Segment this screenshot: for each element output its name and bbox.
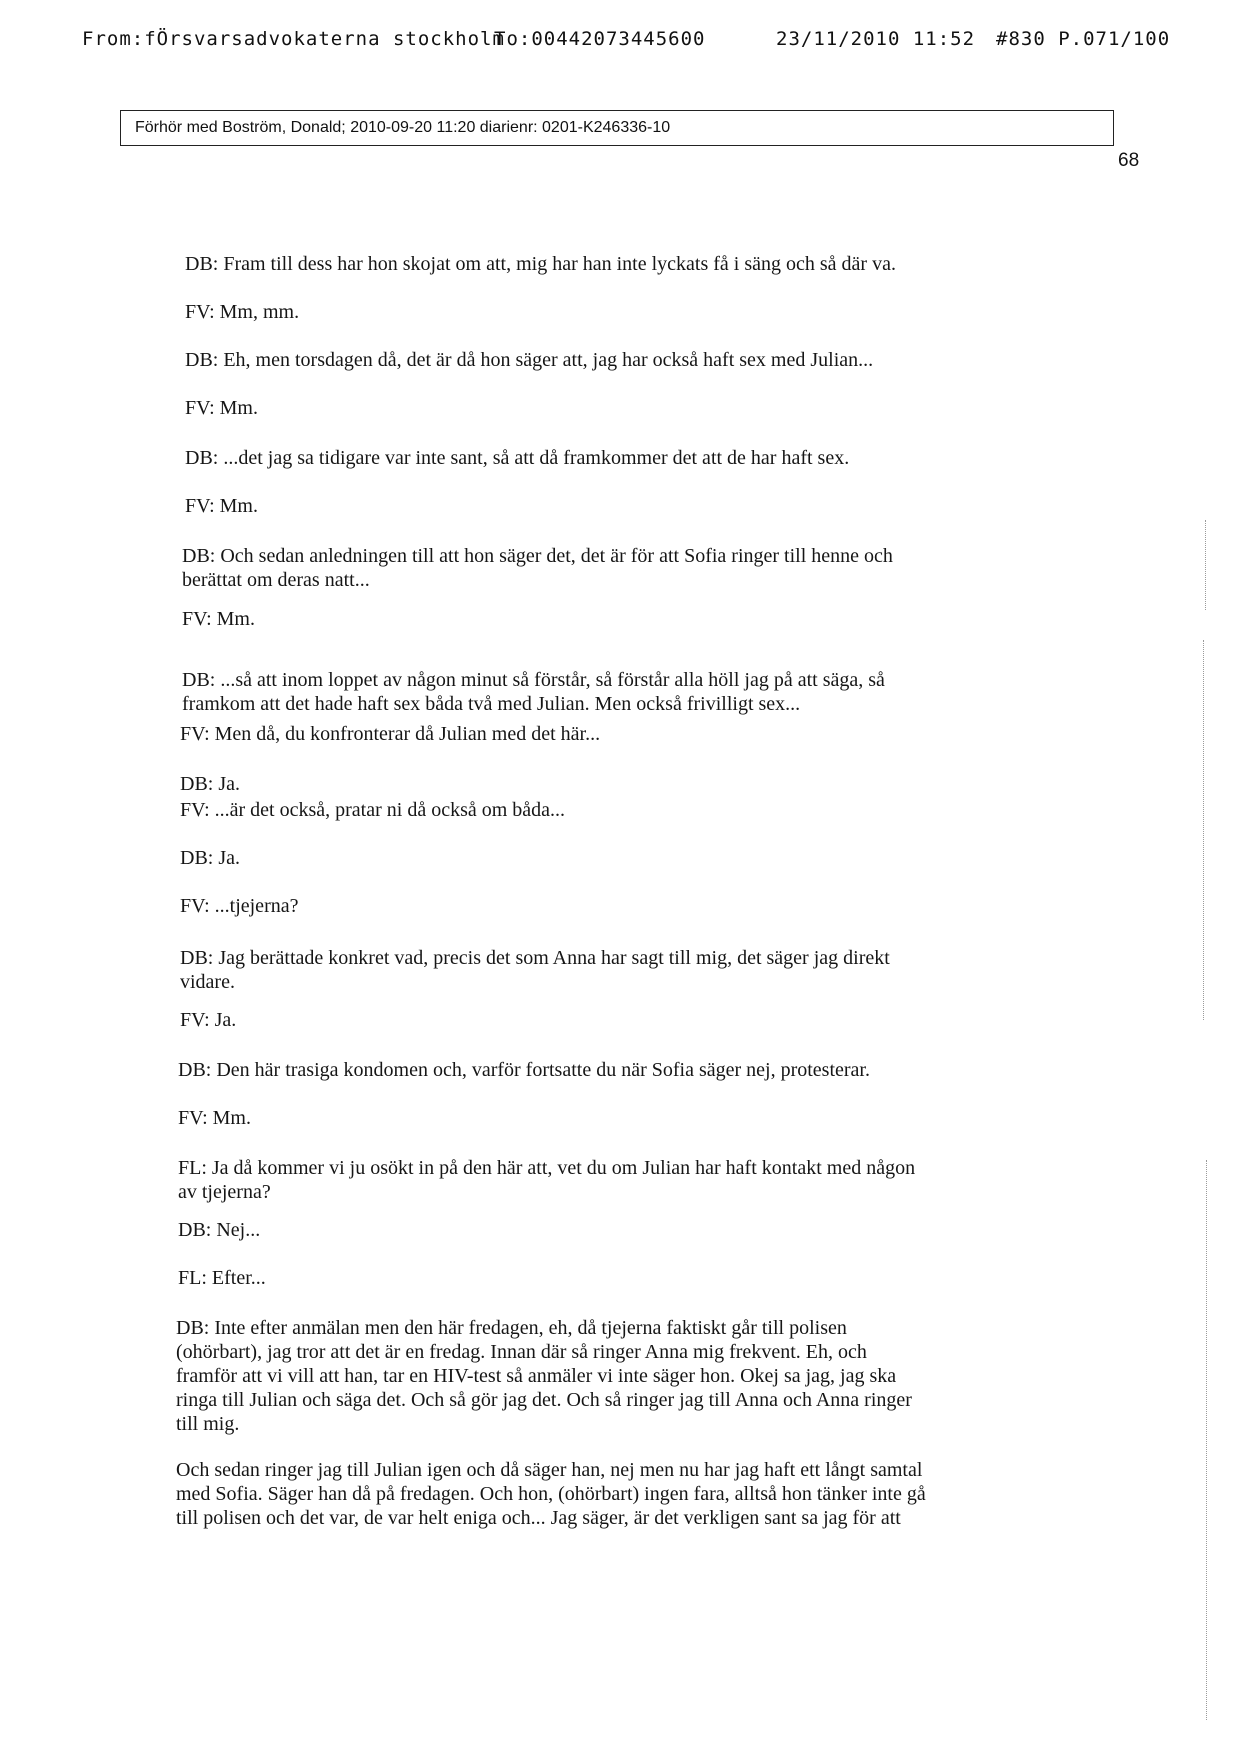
transcript-line: FV: Mm. [182, 608, 255, 630]
scan-edge-mark [1206, 1160, 1207, 1720]
transcript-line: framför att vi vill att han, tar en HIV-test så anmäler vi inte säger hon. Okej sa jag, jag ska [176, 1365, 897, 1387]
transcript-line: ringa till Julian och säga det. Och så gör jag det. Och så ringer jag till Anna och Anna ringer [176, 1389, 912, 1411]
transcript-line: med Sofia. Säger han då på fredagen. Och hon, (ohörbart) ingen fara, alltså hon tänker inte gå [176, 1483, 926, 1505]
transcript-line: DB: Fram till dess har hon skojat om att, mig har han inte lyckats få i säng och så där va. [185, 253, 896, 275]
fax-page-ref: #830 P.071/100 [996, 28, 1171, 50]
transcript-line: FV: Men då, du konfronterar då Julian med det här... [180, 723, 601, 745]
transcript-line: FV: ...tjejerna? [180, 895, 299, 917]
fax-to: To:00442073445600 [494, 28, 706, 50]
transcript-line: FL: Efter... [178, 1267, 266, 1289]
transcript-line: av tjejerna? [178, 1181, 271, 1203]
transcript-line: Och sedan ringer jag till Julian igen och då säger han, nej men nu har jag haft ett långt samtal [176, 1459, 923, 1481]
transcript-line: till polisen och det var, de var helt eniga och... Jag säger, är det verkligen sant sa jag för att [176, 1507, 901, 1529]
transcript-line: FV: Ja. [180, 1009, 237, 1031]
transcript-line: berättat om deras natt... [182, 569, 370, 591]
document-title: Förhör med Boström, Donald; 2010-09-20 11:20 diarienr: 0201-K246336-10 [135, 119, 671, 136]
transcript-line: DB: ...så att inom loppet av någon minut så förstår, så förstår alla höll jag på att säga, så [182, 669, 885, 691]
transcript-line: (ohörbart), jag tror att det är en fredag. Innan där så ringer Anna mig frekvent. Eh, och [176, 1341, 867, 1363]
transcript-line: FL: Ja då kommer vi ju osökt in på den här att, vet du om Julian har haft kontakt med någon [178, 1157, 916, 1179]
transcript-line: DB: Inte efter anmälan men den här fredagen, eh, då tjejerna faktiskt går till polisen [176, 1317, 847, 1339]
transcript-line: DB: Den här trasiga kondomen och, varför fortsatte du när Sofia säger nej, protesterar. [178, 1059, 870, 1081]
scan-edge-mark [1203, 640, 1204, 1020]
transcript-line: DB: Ja. [180, 847, 240, 869]
transcript-line: FV: Mm. [178, 1107, 251, 1129]
transcript-line: FV: Mm. [185, 397, 258, 419]
page-number: 68 [1118, 150, 1140, 171]
transcript-line: framkom att det hade haft sex båda två med Julian. Men också frivilligt sex... [182, 693, 801, 715]
transcript-line: vidare. [180, 971, 235, 993]
transcript-line: DB: Nej... [178, 1219, 261, 1241]
fax-datetime: 23/11/2010 11:52 [776, 28, 976, 50]
transcript-line: FV: Mm. [185, 495, 258, 517]
transcript-line: FV: ...är det också, pratar ni då också om båda... [180, 799, 566, 821]
transcript-line: DB: Och sedan anledningen till att hon säger det, det är för att Sofia ringer till henne och [182, 545, 893, 567]
transcript-line: till mig. [176, 1413, 240, 1435]
scan-edge-mark [1205, 520, 1206, 610]
transcript-line: DB: ...det jag sa tidigare var inte sant, så att då framkommer det att de har haft sex. [185, 447, 850, 469]
transcript-line: DB: Eh, men torsdagen då, det är då hon säger att, jag har också haft sex med Julian... [185, 349, 874, 371]
transcript-line: FV: Mm, mm. [185, 301, 300, 323]
transcript-line: DB: Jag berättade konkret vad, precis det som Anna har sagt till mig, det säger jag direkt [180, 947, 890, 969]
fax-from: From:fÖrsvarsadvokaterna stockholm [82, 28, 505, 50]
transcript-line: DB: Ja. [180, 773, 240, 795]
